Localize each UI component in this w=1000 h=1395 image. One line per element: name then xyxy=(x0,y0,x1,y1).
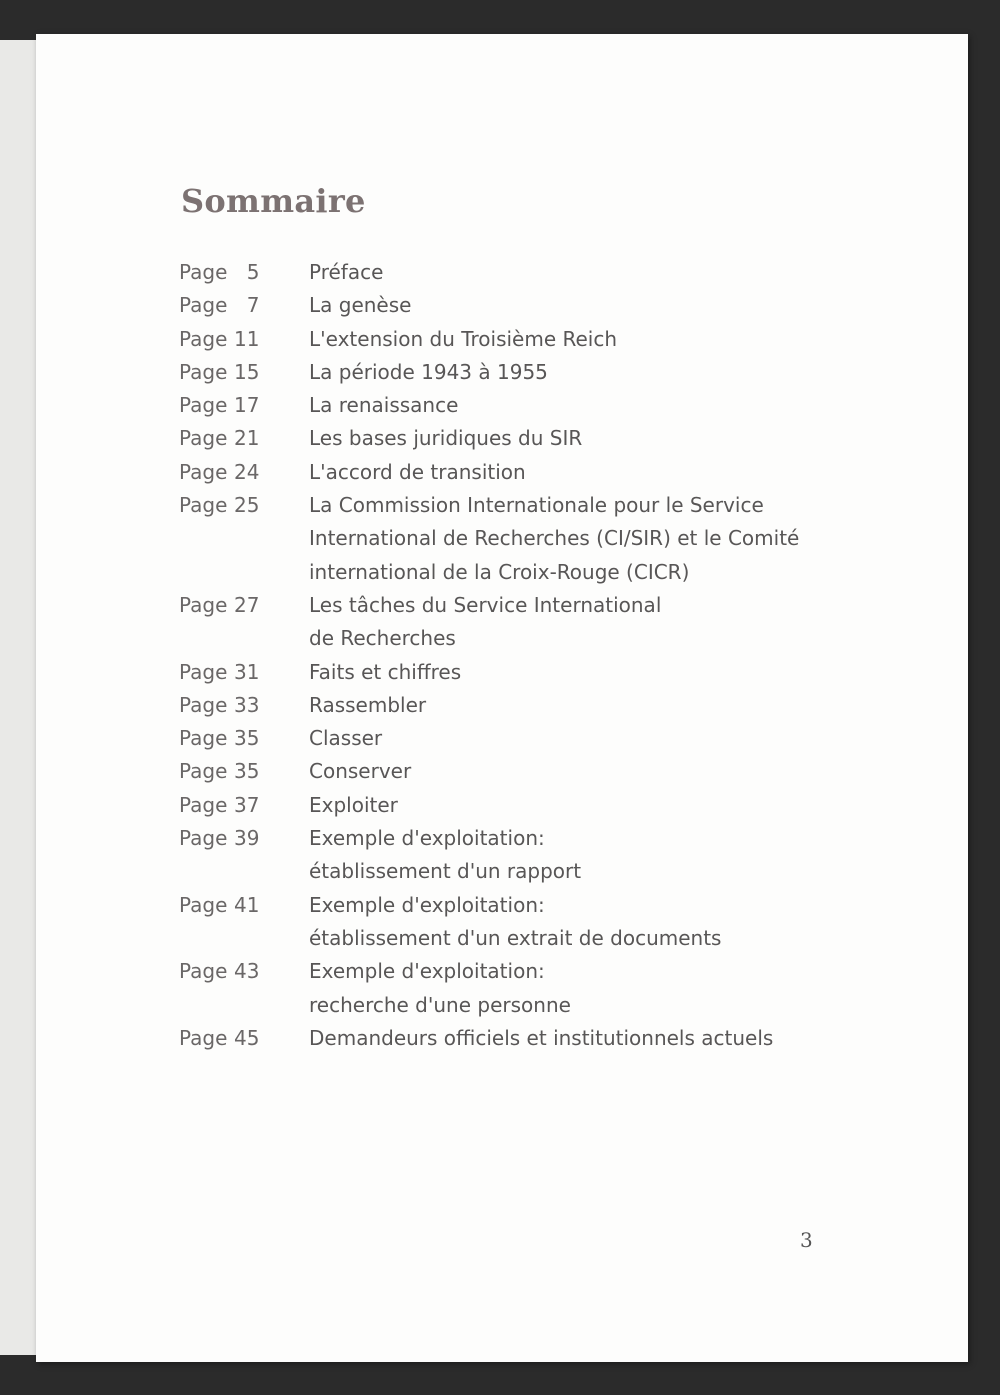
toc-entry xyxy=(179,955,829,1022)
toc-page-ref xyxy=(179,755,309,788)
toc-entry xyxy=(179,656,829,689)
toc-page-number: 41 xyxy=(233,892,260,917)
toc-page-number: 11 xyxy=(233,326,260,351)
toc-page-label: Page xyxy=(179,792,228,817)
toc-page-ref xyxy=(179,656,309,689)
toc-page-label: Page xyxy=(179,726,228,751)
toc-page-ref xyxy=(179,256,309,289)
toc-page-label: Page xyxy=(179,826,228,851)
toc-page-label: Page xyxy=(179,326,228,351)
toc-page-label: Page xyxy=(179,293,228,318)
toc-entry-title xyxy=(309,289,829,322)
toc-entry-title-line: International de Recherches (CI/SIR) et le Comité xyxy=(309,526,800,551)
toc-entry-title-line: international de la Croix-Rouge (CICR) xyxy=(309,559,690,584)
toc-page-ref xyxy=(179,489,309,589)
toc-page-ref xyxy=(179,422,309,455)
toc-page-number: 27 xyxy=(233,592,260,617)
toc-entry-title xyxy=(309,256,829,289)
toc-entry-title-line: L'extension du Troisième Reich xyxy=(309,326,618,351)
toc-entry-title xyxy=(309,422,829,455)
toc-entry-title xyxy=(309,722,829,755)
facing-page-edge xyxy=(0,40,36,1355)
toc-entry-title xyxy=(309,789,829,822)
toc-page-number: 45 xyxy=(233,1025,260,1050)
toc-entry-title-line: Exemple d'exploitation: xyxy=(309,826,545,851)
toc-page-label: Page xyxy=(179,459,228,484)
toc-entry xyxy=(179,1022,829,1055)
toc-page-ref xyxy=(179,789,309,822)
toc-entry-title-line: de Recherches xyxy=(309,626,456,651)
toc-entry-title-line: La Commission Internationale pour le Service xyxy=(309,493,764,518)
toc-page-ref xyxy=(179,389,309,422)
toc-entry-title-line: Faits et chiffres xyxy=(309,659,462,684)
toc-entry xyxy=(179,822,829,889)
toc-entry-title-line: Exploiter xyxy=(309,792,398,817)
toc-entry-title xyxy=(309,689,829,722)
toc-entry xyxy=(179,755,829,788)
toc-page-label: Page xyxy=(179,393,228,418)
toc-entry-title-line: La période 1943 à 1955 xyxy=(309,359,548,384)
toc-entry-title-line: Rassembler xyxy=(309,692,427,717)
toc-entry-title-line: Exemple d'exploitation: xyxy=(309,959,545,984)
toc-entry xyxy=(179,389,829,422)
toc-page-number: 5 xyxy=(246,260,260,284)
toc-page-ref xyxy=(179,1022,309,1055)
toc-page-ref xyxy=(179,323,309,356)
toc-entry xyxy=(179,589,829,656)
toc-page-label: Page xyxy=(179,359,228,384)
toc-page-ref xyxy=(179,955,309,1022)
toc-entry-title-line: Conserver xyxy=(309,759,412,784)
toc-entry xyxy=(179,456,829,489)
toc-entry xyxy=(179,356,829,389)
toc-entry-title xyxy=(309,456,829,489)
toc-entry xyxy=(179,789,829,822)
toc-page-number: 7 xyxy=(246,293,260,318)
toc-page-ref xyxy=(179,289,309,322)
toc-entry-title xyxy=(309,323,829,356)
toc-entry-title-line: Préface xyxy=(309,260,384,284)
toc-entry-title-line: recherche d'une personne xyxy=(309,992,571,1017)
toc-page-ref xyxy=(179,589,309,656)
toc-page-number: 25 xyxy=(233,493,260,518)
toc-page-label: Page xyxy=(179,260,228,284)
toc-entry-title xyxy=(309,656,829,689)
toc-entry-title-line: L'accord de transition xyxy=(309,459,526,484)
toc-page-label: Page xyxy=(179,1025,228,1050)
toc-page-label: Page xyxy=(179,692,228,717)
toc-page-number: 33 xyxy=(233,692,260,717)
toc-page-ref xyxy=(179,456,309,489)
toc-entry-title-line: Classer xyxy=(309,726,383,751)
toc-page-number: 21 xyxy=(233,426,260,451)
toc-entry-title xyxy=(309,389,829,422)
toc-entry-title xyxy=(309,489,829,589)
toc-page-number: 31 xyxy=(233,659,260,684)
toc-entry-title-line: établissement d'un rapport xyxy=(309,859,582,884)
toc-entry-title-line: Les tâches du Service International xyxy=(309,592,662,617)
toc-page-number: 35 xyxy=(233,759,260,784)
toc-entry-title xyxy=(309,589,829,656)
toc-page-number: 43 xyxy=(233,959,260,984)
page-title: Sommaire xyxy=(181,182,366,220)
toc-entry xyxy=(179,422,829,455)
toc-entry xyxy=(179,489,829,589)
toc-page-number: 35 xyxy=(233,726,260,751)
toc-entry xyxy=(179,689,829,722)
toc-page-label: Page xyxy=(179,592,228,617)
toc-page-label: Page xyxy=(179,759,228,784)
toc-entry-title-line: La genèse xyxy=(309,293,412,318)
toc-page-label: Page xyxy=(179,493,228,518)
toc-entry-title-line: Demandeurs officiels et institutionnels actuels xyxy=(309,1025,774,1050)
toc-page-label: Page xyxy=(179,659,228,684)
toc-entry-title-line: établissement d'un extrait de documents xyxy=(309,925,722,950)
toc-entry xyxy=(179,889,829,956)
toc-entry-title-line: Les bases juridiques du SIR xyxy=(309,426,583,451)
toc-page-ref xyxy=(179,722,309,755)
toc-page-number: 37 xyxy=(233,792,260,817)
toc-entry xyxy=(179,323,829,356)
toc-entry-title xyxy=(309,955,829,1022)
table-of-contents xyxy=(179,256,829,1055)
toc-entry-title xyxy=(309,755,829,788)
toc-page-label: Page xyxy=(179,959,228,984)
toc-page-ref xyxy=(179,822,309,889)
toc-page-ref xyxy=(179,889,309,956)
toc-page-number: 24 xyxy=(233,459,260,484)
toc-page-label: Page xyxy=(179,426,228,451)
toc-page-ref xyxy=(179,356,309,389)
toc-page-ref xyxy=(179,689,309,722)
toc-entry-title xyxy=(309,356,829,389)
toc-entry xyxy=(179,722,829,755)
toc-entry-title-line: La renaissance xyxy=(309,393,459,418)
toc-entry-title xyxy=(309,1022,829,1055)
toc-entry-title-line: Exemple d'exploitation: xyxy=(309,892,545,917)
toc-page-number: 15 xyxy=(233,359,260,384)
toc-page-number: 17 xyxy=(233,393,260,418)
toc-entry-title xyxy=(309,822,829,889)
page-number: 3 xyxy=(800,1228,813,1252)
toc-entry-title xyxy=(309,889,829,956)
toc-page-label: Page xyxy=(179,892,228,917)
toc-page-number: 39 xyxy=(233,826,260,851)
document-page xyxy=(36,34,968,1362)
toc-entry xyxy=(179,256,829,289)
toc-entry xyxy=(179,289,829,322)
